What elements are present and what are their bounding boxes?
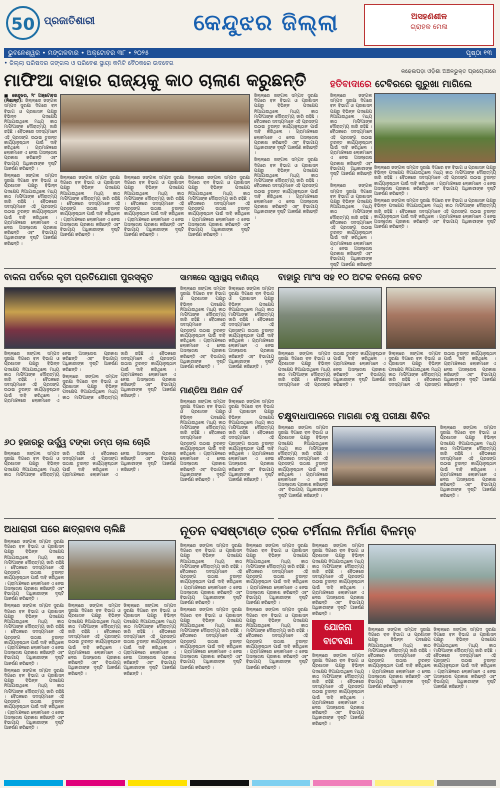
eye-col-2	[440, 426, 496, 499]
print-registration-marks	[4, 780, 496, 786]
right-col-1	[330, 94, 372, 273]
hostel-body-1c: ଜିଲ୍ଲାରେ ଜଙ୍ଗଲ ସମ୍ପଦ ସୁରକ୍ଷା ଦିଗରେ ବନ ବିଭାଗ ଓ ପ୍ରଶାସନ ପକ୍ଷରୁ ବିଭିନ୍ନ ପଦକ୍ଷେପ ନିଆଯାଉଥିଲେ ମଧ୍ୟ କାଠ ମାଫିଆଙ୍କ ଦୌରାତ୍ମ୍ୟ ଜାରି ରହିଛି । ବୈଠକରେ ସଦସ୍ୟମାନେ ଏହି ପ୍ରସଙ୍ଗ ଉଠାଇ ତୁରନ୍ତ କାର୍ଯ୍ୟାନୁଷ୍ଠାନ ପାଇଁ ଦାବି କରିଥିଲେ । ଗ୍ରାମାଞ୍ଚଳରେ ଲୋକମାନେ ଏ ନେଇ ଅସନ୍ତୋଷ ପ୍ରକାଶ କରିଛନ୍ତି ଏବଂ ବିଭାଗୀୟ ଅଧିକାରୀଙ୍କ ଦୃଷ୍ଟି ଆକର୍ଷଣ କରିଛନ୍ତି ।	[4, 668, 64, 732]
meat-col	[278, 352, 496, 408]
hostel-body-1: ଜିଲ୍ଲାରେ ଜଙ୍ଗଲ ସମ୍ପଦ ସୁରକ୍ଷା ଦିଗରେ ବନ ବିଭାଗ ଓ ପ୍ରଶାସନ ପକ୍ଷରୁ ବିଭିନ୍ନ ପଦକ୍ଷେପ ନିଆଯାଉଥିଲେ ମଧ୍ୟ କାଠ ମାଫିଆଙ୍କ ଦୌରାତ୍ମ୍ୟ ଜାରି ରହିଛି । ବୈଠକରେ ସଦସ୍ୟମାନେ ଏହି ପ୍ରସଙ୍ଗ ଉଠାଇ ତୁରନ୍ତ କାର୍ଯ୍ୟାନୁଷ୍ଠାନ ପାଇଁ ଦାବି କରିଥିଲେ । ଗ୍ରାମାଞ୍ଚଳରେ ଲୋକମାନେ ଏ ନେଇ ଅସନ୍ତୋଷ ପ୍ରକାଶ କରିଛନ୍ତି ଏବଂ ବିଭାଗୀୟ ଅଧିକାରୀଙ୍କ ଦୃଷ୍ଟି ଆକର୍ଷଣ କରିଛନ୍ତି ।	[4, 540, 64, 603]
bus-body-1: ଜିଲ୍ଲାରେ ଜଙ୍ଗଲ ସମ୍ପଦ ସୁରକ୍ଷା ଦିଗରେ ବନ ବିଭାଗ ଓ ପ୍ରଶାସନ ପକ୍ଷରୁ ବିଭିନ୍ନ ପଦକ୍ଷେପ ନିଆଯାଉଥିଲେ ମଧ୍ୟ କାଠ ମାଫିଆଙ୍କ ଦୌରାତ୍ମ୍ୟ ଜାରି ରହିଛି । ବୈଠକରେ ସଦସ୍ୟମାନେ ଏହି ପ୍ରସଙ୍ଗ ଉଠାଇ ତୁରନ୍ତ କାର୍ଯ୍ୟାନୁଷ୍ଠାନ ପାଇଁ ଦାବି କରିଥିଲେ । ଗ୍ରାମାଞ୍ଚଳରେ ଲୋକମାନେ ଏ ନେଇ ଅସନ୍ତୋଷ ପ୍ରକାଶ କରିଛନ୍ତି ଏବଂ ବିଭାଗୀୟ ଅଧିକାରୀଙ୍କ ଦୃଷ୍ଟି ଆକର୍ଷଣ କରିଛନ୍ତି ।	[180, 544, 242, 607]
right-body-1b: ଜିଲ୍ଲାରେ ଜଙ୍ଗଲ ସମ୍ପଦ ସୁରକ୍ଷା ଦିଗରେ ବନ ବିଭାଗ ଓ ପ୍ରଶାସନ ପକ୍ଷରୁ ବିଭିନ୍ନ ପଦକ୍ଷେପ ନିଆଯାଉଥିଲେ ମଧ୍ୟ କାଠ ମାଫିଆଙ୍କ ଦୌରାତ୍ମ୍ୟ ଜାରି ରହିଛି । ବୈଠକରେ ସଦସ୍ୟମାନେ ଏହି ପ୍ରସଙ୍ଗ ଉଠାଇ ତୁରନ୍ତ କାର୍ଯ୍ୟାନୁଷ୍ଠାନ ପାଇଁ ଦାବି କରିଥିଲେ । ଗ୍ରାମାଞ୍ଚଳରେ ଲୋକମାନେ ଏ ନେଇ ଅସନ୍ତୋଷ ପ୍ରକାଶ କରିଛନ୍ତି ଏବଂ ବିଭାଗୀୟ ଅଧିକାରୀଙ୍କ ଦୃଷ୍ଟି ଆକର୍ଷଣ କରିଛନ୍ତି ।	[330, 184, 372, 273]
bus-body-4: ଜିଲ୍ଲାରେ ଜଙ୍ଗଲ ସମ୍ପଦ ସୁରକ୍ଷା ଦିଗରେ ବନ ବିଭାଗ ଓ ପ୍ରଶାସନ ପକ୍ଷରୁ ବିଭିନ୍ନ ପଦକ୍ଷେପ ନିଆଯାଉଥିଲେ ମଧ୍ୟ କାଠ ମାଫିଆଙ୍କ ଦୌରାତ୍ମ୍ୟ ଜାରି ରହିଛି । ବୈଠକରେ ସଦସ୍ୟମାନେ ଏହି ପ୍ରସଙ୍ଗ ଉଠାଇ ତୁରନ୍ତ କାର୍ଯ୍ୟାନୁଷ୍ଠାନ ପାଇଁ ଦାବି କରିଥିଲେ । ଗ୍ରାମାଞ୍ଚଳରେ ଲୋକମାନେ ଏ ନେଇ ଅସନ୍ତୋଷ ପ୍ରକାଶ କରିଛନ୍ତି ଏବଂ ବିଭାଗୀୟ ଅଧିକାରୀଙ୍କ ଦୃଷ୍ଟି ଆକର୍ଷଣ କରିଛନ୍ତି ।	[368, 628, 431, 691]
ad-line-2: ଗ୍ରାହକ ମେଳା	[410, 23, 448, 31]
bus-col-2	[246, 544, 308, 780]
right-top-headline-main: ଟେବିରରେ ଗୁରୁଖା ମାଗିଲେ	[374, 79, 472, 90]
banana-body-b: ଜିଲ୍ଲାରେ ଜଙ୍ଗଲ ସମ୍ପଦ ସୁରକ୍ଷା ଦିଗରେ ବନ ବିଭାଗ ଓ ପ୍ରଶାସନ ପକ୍ଷରୁ ବିଭିନ୍ନ ପଦକ୍ଷେପ ନିଆଯାଉଥିଲେ ମଧ୍ୟ କାଠ ମାଫିଆଙ୍କ ଦୌରାତ୍ମ୍ୟ ଜାରି ରହିଛି । ବୈଠକରେ ସଦସ୍ୟମାନେ ଏହି ପ୍ରସଙ୍ଗ ଉଠାଇ ତୁରନ୍ତ କାର୍ଯ୍ୟାନୁଷ୍ଠାନ ପାଇଁ ଦାବି କରିଥିଲେ । ଗ୍ରାମାଞ୍ଚଳରେ ଲୋକମାନେ ଏ ନେଇ ଅସନ୍ତୋଷ ପ୍ରକାଶ କରିଛନ୍ତି ଏବଂ ବିଭାଗୀୟ ଅଧିକାରୀଙ୍କ ଦୃଷ୍ଟି ଆକର୍ଷଣ କରିଛନ୍ତି ।	[62, 352, 176, 401]
right-top-headline-red: ହତିବାଦାରେ	[330, 79, 372, 90]
eye-body-1: ଜିଲ୍ଲାରେ ଜଙ୍ଗଲ ସମ୍ପଦ ସୁରକ୍ଷା ଦିଗରେ ବନ ବିଭାଗ ଓ ପ୍ରଶାସନ ପକ୍ଷରୁ ବିଭିନ୍ନ ପଦକ୍ଷେପ ନିଆଯାଉଥିଲେ ମଧ୍ୟ କାଠ ମାଫିଆଙ୍କ ଦୌରାତ୍ମ୍ୟ ଜାରି ରହିଛି । ବୈଠକରେ ସଦସ୍ୟମାନେ ଏହି ପ୍ରସଙ୍ଗ ଉଠାଇ ତୁରନ୍ତ କାର୍ଯ୍ୟାନୁଷ୍ଠାନ ପାଇଁ ଦାବି କରିଥିଲେ । ଗ୍ରାମାଞ୍ଚଳରେ ଲୋକମାନେ ଏ ନେଇ ଅସନ୍ତୋଷ ପ୍ରକାଶ କରିଛନ୍ତି ଏବଂ ବିଭାଗୀୟ ଅଧିକାରୀଙ୍କ ଦୃଷ୍ଟି ଆକର୍ଷଣ କରିଛନ୍ତି ।	[278, 426, 328, 499]
anniversary-logo: 50	[6, 6, 40, 40]
divider	[4, 268, 496, 269]
meat-body: ଜିଲ୍ଲାରେ ଜଙ୍ଗଲ ସମ୍ପଦ ସୁରକ୍ଷା ଦିଗରେ ବନ ବିଭାଗ ଓ ପ୍ରଶାସନ ପକ୍ଷରୁ ବିଭିନ୍ନ ପଦକ୍ଷେପ ନିଆଯାଉଥିଲେ ମଧ୍ୟ କାଠ ମାଫିଆଙ୍କ ଦୌରାତ୍ମ୍ୟ ଜାରି ରହିଛି । ବୈଠକରେ ସଦସ୍ୟମାନେ ଏହି ପ୍ରସଙ୍ଗ ଉଠାଇ ତୁରନ୍ତ କାର୍ଯ୍ୟାନୁଷ୍ଠାନ ପାଇଁ ଦାବି କରିଥିଲେ । ଗ୍ରାମାଞ୍ଚଳରେ ଲୋକମାନେ ଏ ନେଇ ଅସନ୍ତୋଷ ପ୍ରକାଶ କରିଛନ୍ତି ଏବଂ ବିଭାଗୀୟ ଅଧିକାରୀଙ୍କ ଦୃଷ୍ଟି ଆକର୍ଷଣ କରିଛନ୍ତି ।	[278, 352, 386, 389]
bus-body-2: ଜିଲ୍ଲାରେ ଜଙ୍ଗଲ ସମ୍ପଦ ସୁରକ୍ଷା ଦିଗରେ ବନ ବିଭାଗ ଓ ପ୍ରଶାସନ ପକ୍ଷରୁ ବିଭିନ୍ନ ପଦକ୍ଷେପ ନିଆଯାଉଥିଲେ ମଧ୍ୟ କାଠ ମାଫିଆଙ୍କ ଦୌରାତ୍ମ୍ୟ ଜାରି ରହିଛି । ବୈଠକରେ ସଦସ୍ୟମାନେ ଏହି ପ୍ରସଙ୍ଗ ଉଠାଇ ତୁରନ୍ତ କାର୍ଯ୍ୟାନୁଷ୍ଠାନ ପାଇଁ ଦାବି କରିଥିଲେ । ଗ୍ରାମାଞ୍ଚଳରେ ଲୋକମାନେ ଏ ନେଇ ଅସନ୍ତୋଷ ପ୍ରକାଶ କରିଛନ୍ତି ଏବଂ ବିଭାଗୀୟ ଅଧିକାରୀଙ୍କ ଦୃଷ୍ଟି ଆକର୍ଷଣ କରିଛନ୍ତି ।	[246, 544, 308, 607]
theft-body: ଜିଲ୍ଲାରେ ଜଙ୍ଗଲ ସମ୍ପଦ ସୁରକ୍ଷା ଦିଗରେ ବନ ବିଭାଗ ଓ ପ୍ରଶାସନ ପକ୍ଷରୁ ବିଭିନ୍ନ ପଦକ୍ଷେପ ନିଆଯାଉଥିଲେ ମଧ୍ୟ କାଠ ମାଫିଆଙ୍କ ଦୌରାତ୍ମ୍ୟ ଜାରି ରହିଛି । ବୈଠକରେ ସଦସ୍ୟମାନେ ଏହି ପ୍ରସଙ୍ଗ ଉଠାଇ ତୁରନ୍ତ କାର୍ଯ୍ୟାନୁଷ୍ଠାନ ପାଇଁ ଦାବି କରିଥିଲେ । ଗ୍ରାମାଞ୍ଚଳରେ ଲୋକମାନେ ଏ ନେଇ ଅସନ୍ତୋଷ ପ୍ରକାଶ କରିଛନ୍ତି ଏବଂ ବିଭାଗୀୟ ଅଧିକାରୀଙ୍କ ଦୃଷ୍ଟି ଆକର୍ଷଣ କରିଛନ୍ତି ।	[4, 452, 176, 478]
bus-col-3	[312, 544, 364, 618]
lead-body-1: ଜିଲ୍ଲାରେ ଜଙ୍ଗଲ ସମ୍ପଦ ସୁରକ୍ଷା ଦିଗରେ ବନ ବିଭାଗ ଓ ପ୍ରଶାସନ ପକ୍ଷରୁ ବିଭିନ୍ନ ପଦକ୍ଷେପ ନିଆଯାଉଥିଲେ ମଧ୍ୟ କାଠ ମାଫିଆଙ୍କ ଦୌରାତ୍ମ୍ୟ ଜାରି ରହିଛି । ବୈଠକରେ ସଦସ୍ୟମାନେ ଏହି ପ୍ରସଙ୍ଗ ଉଠାଇ ତୁରନ୍ତ କାର୍ଯ୍ୟାନୁଷ୍ଠାନ ପାଇଁ ଦାବି କରିଥିଲେ । ଗ୍ରାମାଞ୍ଚଳରେ ଲୋକମାନେ ଏ ନେଇ ଅସନ୍ତୋଷ ପ୍ରକାଶ କରିଛନ୍ତି ଏବଂ ବିଭାଗୀୟ ଅଧିକାରୀଙ୍କ ଦୃଷ୍ଟି ଆକର୍ଷଣ କରିଛନ୍ତି ।	[4, 99, 57, 172]
ad-line-1: ଅସହଣଶୀଳ	[411, 12, 447, 21]
photo-arrested-group	[386, 287, 496, 349]
bus-col-1	[180, 544, 242, 780]
eye-col-1	[278, 426, 328, 499]
dateline	[4, 48, 496, 58]
mandi-headline: ମାଣ୍ଡିଆ ଅଣନ ପର୍ବ	[180, 386, 243, 395]
sabhapati-body: ଜିଲ୍ଲାରେ ଜଙ୍ଗଲ ସମ୍ପଦ ସୁରକ୍ଷା ଦିଗରେ ବନ ବିଭାଗ ଓ ପ୍ରଶାସନ ପକ୍ଷରୁ ବିଭିନ୍ନ ପଦକ୍ଷେପ ନିଆଯାଉଥିଲେ ମଧ୍ୟ କାଠ ମାଫିଆଙ୍କ ଦୌରାତ୍ମ୍ୟ ଜାରି ରହିଛି । ବୈଠକରେ ସଦସ୍ୟମାନେ ଏହି ପ୍ରସଙ୍ଗ ଉଠାଇ ତୁରନ୍ତ କାର୍ଯ୍ୟାନୁଷ୍ଠାନ ପାଇଁ ଦାବି କରିଥିଲେ । ଗ୍ରାମାଞ୍ଚଳରେ ଲୋକମାନେ ଏ ନେଇ ଅସନ୍ତୋଷ ପ୍ରକାଶ କରିଛନ୍ତି ଏବଂ ବିଭାଗୀୟ ଅଧିକାରୀଙ୍କ ଦୃଷ୍ଟି ଆକର୍ଷଣ କରିଛନ୍ତି ।	[180, 287, 226, 371]
lead-body-3: ଜିଲ୍ଲାରେ ଜଙ୍ଗଲ ସମ୍ପଦ ସୁରକ୍ଷା ଦିଗରେ ବନ ବିଭାଗ ଓ ପ୍ରଶାସନ ପକ୍ଷରୁ ବିଭିନ୍ନ ପଦକ୍ଷେପ ନିଆଯାଉଥିଲେ ମଧ୍ୟ କାଠ ମାଫିଆଙ୍କ ଦୌରାତ୍ମ୍ୟ ଜାରି ରହିଛି । ବୈଠକରେ ସଦସ୍ୟମାନେ ଏହି ପ୍ରସଙ୍ଗ ଉଠାଇ ତୁରନ୍ତ କାର୍ଯ୍ୟାନୁଷ୍ଠାନ ପାଇଁ ଦାବି କରିଥିଲେ । ଗ୍ରାମାଞ୍ଚଳରେ ଲୋକମାନେ ଏ ନେଇ ଅସନ୍ତୋଷ ପ୍ରକାଶ କରିଛନ୍ତି ଏବଂ ବିଭାଗୀୟ ଅଧିକାରୀଙ୍କ ଦୃଷ୍ଟି ଆକର୍ଷଣ କରିଛନ୍ତି ।	[124, 176, 184, 239]
bus-headline: ନୂତନ ବସଷ୍ଟାଣ୍ଡ ଟ୍ରକ ଟର୍ମିନାଲ ନିର୍ମାଣ ବିଳମ୍ବ	[180, 523, 417, 538]
lead-byline: ■ କେନ୍ଦୁଝର, ୨୮ ଅକ୍ଟୋବର (ନିଶାନ୍ତ):	[4, 94, 57, 105]
lead-body-4: ଜିଲ୍ଲାରେ ଜଙ୍ଗଲ ସମ୍ପଦ ସୁରକ୍ଷା ଦିଗରେ ବନ ବିଭାଗ ଓ ପ୍ରଶାସନ ପକ୍ଷରୁ ବିଭିନ୍ନ ପଦକ୍ଷେପ ନିଆଯାଉଥିଲେ ମଧ୍ୟ କାଠ ମାଫିଆଙ୍କ ଦୌରାତ୍ମ୍ୟ ଜାରି ରହିଛି । ବୈଠକରେ ସଦସ୍ୟମାନେ ଏହି ପ୍ରସଙ୍ଗ ଉଠାଇ ତୁରନ୍ତ କାର୍ଯ୍ୟାନୁଷ୍ଠାନ ପାଇଁ ଦାବି କରିଥିଲେ । ଗ୍ରାମାଞ୍ଚଳରେ ଲୋକମାନେ ଏ ନେଇ ଅସନ୍ତୋଷ ପ୍ରକାଶ କରିଛନ୍ତି ଏବଂ ବିଭାଗୀୟ ଅଧିକାରୀଙ୍କ ଦୃଷ୍ଟି ଆକର୍ଷଣ କରିଛନ୍ତି ।	[188, 176, 250, 239]
right-body-2: ଜିଲ୍ଲାରେ ଜଙ୍ଗଲ ସମ୍ପଦ ସୁରକ୍ଷା ଦିଗରେ ବନ ବିଭାଗ ଓ ପ୍ରଶାସନ ପକ୍ଷରୁ ବିଭିନ୍ନ ପଦକ୍ଷେପ ନିଆଯାଉଥିଲେ ମଧ୍ୟ କାଠ ମାଫିଆଙ୍କ ଦୌରାତ୍ମ୍ୟ ଜାରି ରହିଛି । ବୈଠକରେ ସଦସ୍ୟମାନେ ଏହି ପ୍ରସଙ୍ଗ ଉଠାଇ ତୁରନ୍ତ କାର୍ଯ୍ୟାନୁଷ୍ଠାନ ପାଇଁ ଦାବି କରିଥିଲେ । ଗ୍ରାମାଞ୍ଚଳରେ ଲୋକମାନେ ଏ ନେଇ ଅସନ୍ତୋଷ ପ୍ରକାଶ କରିଛନ୍ତି ଏବଂ ବିଭାଗୀୟ ଅଧିକାରୀଙ୍କ ଦୃଷ୍ଟି ଆକର୍ଷଣ କରିଛନ୍ତି ।	[374, 166, 496, 198]
divider-2	[4, 518, 274, 519]
lead-body-5b: ଜିଲ୍ଲାରେ ଜଙ୍ଗଲ ସମ୍ପଦ ସୁରକ୍ଷା ଦିଗରେ ବନ ବିଭାଗ ଓ ପ୍ରଶାସନ ପକ୍ଷରୁ ବିଭିନ୍ନ ପଦକ୍ଷେପ ନିଆଯାଉଥିଲେ ମଧ୍ୟ କାଠ ମାଫିଆଙ୍କ ଦୌରାତ୍ମ୍ୟ ଜାରି ରହିଛି । ବୈଠକରେ ସଦସ୍ୟମାନେ ଏହି ପ୍ରସଙ୍ଗ ଉଠାଇ ତୁରନ୍ତ କାର୍ଯ୍ୟାନୁଷ୍ଠାନ ପାଇଁ ଦାବି କରିଥିଲେ । ଗ୍ରାମାଞ୍ଚଳରେ ଲୋକମାନେ ଏ ନେଇ ଅସନ୍ତୋଷ ପ୍ରକାଶ କରିଛନ୍ତି ଏବଂ ବିଭାଗୀୟ ଅଧିକାରୀଙ୍କ ଦୃଷ୍ଟି ଆକର୍ଷଣ କରିଛନ୍ତି ।	[254, 158, 318, 221]
sabhapati-col	[180, 287, 274, 382]
mandi-col	[180, 400, 274, 500]
right-top-kicker: କଢେଇପଡ଼ା ଓଡ଼ିଶା ଅଞ୍ଚଳଭୁକ୍ତ ପ୍ରୟୋଗରେ	[400, 69, 496, 75]
photo-banana-prize	[4, 287, 176, 349]
bus-col-4	[368, 628, 496, 780]
hostel-headline: ଅଧାରାରୀ ଘରେ ଛାତ୍ରାବାସ ଚାଲିଛି	[4, 524, 126, 535]
hostel-body-2: ଜିଲ୍ଲାରେ ଜଙ୍ଗଲ ସମ୍ପଦ ସୁରକ୍ଷା ଦିଗରେ ବନ ବିଭାଗ ଓ ପ୍ରଶାସନ ପକ୍ଷରୁ ବିଭିନ୍ନ ପଦକ୍ଷେପ ନିଆଯାଉଥିଲେ ମଧ୍ୟ କାଠ ମାଫିଆଙ୍କ ଦୌରାତ୍ମ୍ୟ ଜାରି ରହିଛି । ବୈଠକରେ ସଦସ୍ୟମାନେ ଏହି ପ୍ରସଙ୍ଗ ଉଠାଇ ତୁରନ୍ତ କାର୍ଯ୍ୟାନୁଷ୍ଠାନ ପାଇଁ ଦାବି କରିଥିଲେ । ଗ୍ରାମାଞ୍ଚଳରେ ଲୋକମାନେ ଏ ନେଇ ଅସନ୍ତୋଷ ପ୍ରକାଶ କରିଛନ୍ତି ଏବଂ ବିଭାଗୀୟ ଅଧିକାରୀଙ୍କ ଦୃଷ୍ଟି ଆକର୍ଷଣ କରିଛନ୍ତି ।	[68, 604, 121, 677]
eye-headline: ଚକ୍ଷୁବାଧାପାଳରେ ମାଗଣା ଚକ୍ଷୁ ପରୀକ୍ଷା ଶିବିର	[278, 412, 430, 422]
banana-col	[4, 352, 176, 432]
hostel-body-2b: ଜିଲ୍ଲାରେ ଜଙ୍ଗଲ ସମ୍ପଦ ସୁରକ୍ଷା ଦିଗରେ ବନ ବିଭାଗ ଓ ପ୍ରଶାସନ ପକ୍ଷରୁ ବିଭିନ୍ନ ପଦକ୍ଷେପ ନିଆଯାଉଥିଲେ ମଧ୍ୟ କାଠ ମାଫିଆଙ୍କ ଦୌରାତ୍ମ୍ୟ ଜାରି ରହିଛି । ବୈଠକରେ ସଦସ୍ୟମାନେ ଏହି ପ୍ରସଙ୍ଗ ଉଠାଇ ତୁରନ୍ତ କାର୍ଯ୍ୟାନୁଷ୍ଠାନ ପାଇଁ ଦାବି କରିଥିଲେ । ଗ୍ରାମାଞ୍ଚଳରେ ଲୋକମାନେ ଏ ନେଇ ଅସନ୍ତୋଷ ପ୍ରକାଶ କରିଛନ୍ତି ଏବଂ ବିଭାଗୀୟ ଅଧିକାରୀଙ୍କ ଦୃଷ୍ଟି ଆକର୍ଷଣ କରିଛନ୍ତି ।	[123, 604, 176, 677]
lead-col-3	[124, 176, 184, 266]
masthead	[4, 4, 496, 48]
ad-box	[364, 4, 494, 46]
lead-col-4	[188, 176, 250, 266]
divider-3	[278, 518, 496, 519]
theft-col	[4, 452, 176, 514]
lead-body-5: ଜିଲ୍ଲାରେ ଜଙ୍ଗଲ ସମ୍ପଦ ସୁରକ୍ଷା ଦିଗରେ ବନ ବିଭାଗ ଓ ପ୍ରଶାସନ ପକ୍ଷରୁ ବିଭିନ୍ନ ପଦକ୍ଷେପ ନିଆଯାଉଥିଲେ ମଧ୍ୟ କାଠ ମାଫିଆଙ୍କ ଦୌରାତ୍ମ୍ୟ ଜାରି ରହିଛି । ବୈଠକରେ ସଦସ୍ୟମାନେ ଏହି ପ୍ରସଙ୍ଗ ଉଠାଇ ତୁରନ୍ତ କାର୍ଯ୍ୟାନୁଷ୍ଠାନ ପାଇଁ ଦାବି କରିଥିଲେ । ଗ୍ରାମାଞ୍ଚଳରେ ଲୋକମାନେ ଏ ନେଇ ଅସନ୍ତୋଷ ପ୍ରକାଶ କରିଛନ୍ତି ଏବଂ ବିଭାଗୀୟ ଅଧିକାରୀଙ୍କ ଦୃଷ୍ଟି ଆକର୍ଷଣ କରିଛନ୍ତି ।	[254, 94, 318, 157]
mandi-body: ଜିଲ୍ଲାରେ ଜଙ୍ଗଲ ସମ୍ପଦ ସୁରକ୍ଷା ଦିଗରେ ବନ ବିଭାଗ ଓ ପ୍ରଶାସନ ପକ୍ଷରୁ ବିଭିନ୍ନ ପଦକ୍ଷେପ ନିଆଯାଉଥିଲେ ମଧ୍ୟ କାଠ ମାଫିଆଙ୍କ ଦୌରାତ୍ମ୍ୟ ଜାରି ରହିଛି । ବୈଠକରେ ସଦସ୍ୟମାନେ ଏହି ପ୍ରସଙ୍ଗ ଉଠାଇ ତୁରନ୍ତ କାର୍ଯ୍ୟାନୁଷ୍ଠାନ ପାଇଁ ଦାବି କରିଥିଲେ । ଗ୍ରାମାଞ୍ଚଳରେ ଲୋକମାନେ ଏ ନେଇ ଅସନ୍ତୋଷ ପ୍ରକାଶ କରିଛନ୍ତି ଏବଂ ବିଭାଗୀୟ ଅଧିକାରୀଙ୍କ ଦୃଷ୍ଟି ଆକର୍ଷଣ କରିଛନ୍ତି ।	[180, 400, 226, 484]
brand-name: ପ୍ରଜାତିଶାରୀ	[44, 16, 95, 27]
lead-col-5	[254, 94, 318, 266]
lead-col-1	[4, 94, 57, 266]
right-top-headline	[330, 78, 496, 92]
photo-hostel-building	[68, 540, 176, 600]
lead-headline: ମାଫିଆ ବାହାର ରାଜ୍ୟକୁ କାଠ ଚାଲାଣ କରୁଛନ୍ତି	[4, 71, 307, 91]
photo-eye-camp	[332, 426, 436, 486]
hostel-col-1	[4, 540, 64, 780]
yojana-label	[312, 620, 364, 650]
sabhapati-headline: ସାମଜ୍ଞରେ ସ୍ୱାସ୍ଥ୍ୟ ବାଣିଜ୍ୟ	[180, 273, 259, 282]
meat-headline: ବାହାରୁ ମାଂସ ସହ ୧୦ ଅଟକ ବନଲୋ ଜବତ	[278, 273, 422, 283]
bus-body-1b: ଜିଲ୍ଲାରେ ଜଙ୍ଗଲ ସମ୍ପଦ ସୁରକ୍ଷା ଦିଗରେ ବନ ବିଭାଗ ଓ ପ୍ରଶାସନ ପକ୍ଷରୁ ବିଭିନ୍ନ ପଦକ୍ଷେପ ନିଆଯାଉଥିଲେ ମଧ୍ୟ କାଠ ମାଫିଆଙ୍କ ଦୌରାତ୍ମ୍ୟ ଜାରି ରହିଛି । ବୈଠକରେ ସଦସ୍ୟମାନେ ଏହି ପ୍ରସଙ୍ଗ ଉଠାଇ ତୁରନ୍ତ କାର୍ଯ୍ୟାନୁଷ୍ଠାନ ପାଇଁ ଦାବି କରିଥିଲେ । ଗ୍ରାମାଞ୍ଚଳରେ ଲୋକମାନେ ଏ ନେଇ ଅସନ୍ତୋଷ ପ୍ରକାଶ କରିଛନ୍ତି ଏବଂ ବିଭାଗୀୟ ଅଧିକାରୀଙ୍କ ଦୃଷ୍ଟି ଆକର୍ଷଣ କରିଛନ୍ତି ।	[180, 608, 242, 671]
lead-body-2: ଜିଲ୍ଲାରେ ଜଙ୍ଗଲ ସମ୍ପଦ ସୁରକ୍ଷା ଦିଗରେ ବନ ବିଭାଗ ଓ ପ୍ରଶାସନ ପକ୍ଷରୁ ବିଭିନ୍ନ ପଦକ୍ଷେପ ନିଆଯାଉଥିଲେ ମଧ୍ୟ କାଠ ମାଫିଆଙ୍କ ଦୌରାତ୍ମ୍ୟ ଜାରି ରହିଛି । ବୈଠକରେ ସଦସ୍ୟମାନେ ଏହି ପ୍ରସଙ୍ଗ ଉଠାଇ ତୁରନ୍ତ କାର୍ଯ୍ୟାନୁଷ୍ଠାନ ପାଇଁ ଦାବି କରିଥିଲେ । ଗ୍ରାମାଞ୍ଚଳରେ ଲୋକମାନେ ଏ ନେଇ ଅସନ୍ତୋଷ ପ୍ରକାଶ କରିଛନ୍ତି ଏବଂ ବିଭାଗୀୟ ଅଧିକାରୀଙ୍କ ଦୃଷ୍ଟି ଆକର୍ଷଣ କରିଛନ୍ତି ।	[60, 176, 120, 239]
meat-body-b: ଜିଲ୍ଲାରେ ଜଙ୍ଗଲ ସମ୍ପଦ ସୁରକ୍ଷା ଦିଗରେ ବନ ବିଭାଗ ଓ ପ୍ରଶାସନ ପକ୍ଷରୁ ବିଭିନ୍ନ ପଦକ୍ଷେପ ନିଆଯାଉଥିଲେ ମଧ୍ୟ କାଠ ମାଫିଆଙ୍କ ଦୌରାତ୍ମ୍ୟ ଜାରି ରହିଛି । ବୈଠକରେ ସଦସ୍ୟମାନେ ଏହି ପ୍ରସଙ୍ଗ ଉଠାଇ ତୁରନ୍ତ କାର୍ଯ୍ୟାନୁଷ୍ଠାନ ପାଇଁ ଦାବି କରିଥିଲେ । ଗ୍ରାମାଞ୍ଚଳରେ ଲୋକମାନେ ଏ ନେଇ ଅସନ୍ତୋଷ ପ୍ରକାଶ କରିଛନ୍ତି ଏବଂ ବିଭାଗୀୟ ଅଧିକାରୀଙ୍କ ଦୃଷ୍ଟି ଆକର୍ଷଣ କରିଛନ୍ତି ।	[388, 352, 496, 389]
sabhapati-body-b: ଜିଲ୍ଲାରେ ଜଙ୍ଗଲ ସମ୍ପଦ ସୁରକ୍ଷା ଦିଗରେ ବନ ବିଭାଗ ଓ ପ୍ରଶାସନ ପକ୍ଷରୁ ବିଭିନ୍ନ ପଦକ୍ଷେପ ନିଆଯାଉଥିଲେ ମଧ୍ୟ କାଠ ମାଫିଆଙ୍କ ଦୌରାତ୍ମ୍ୟ ଜାରି ରହିଛି । ବୈଠକରେ ସଦସ୍ୟମାନେ ଏହି ପ୍ରସଙ୍ଗ ଉଠାଇ ତୁରନ୍ତ କାର୍ଯ୍ୟାନୁଷ୍ଠାନ ପାଇଁ ଦାବି କରିଥିଲେ । ଗ୍ରାମାଞ୍ଚଳରେ ଲୋକମାନେ ଏ ନେଇ ଅସନ୍ତୋଷ ପ୍ରକାଶ କରିଛନ୍ତି ଏବଂ ବିଭାଗୀୟ ଅଧିକାରୀଙ୍କ ଦୃଷ୍ଟି ଆକର୍ଷଣ କରିଛନ୍ତି ।	[228, 287, 274, 371]
lead-body-1b: ଜିଲ୍ଲାରେ ଜଙ୍ଗଲ ସମ୍ପଦ ସୁରକ୍ଷା ଦିଗରେ ବନ ବିଭାଗ ଓ ପ୍ରଶାସନ ପକ୍ଷରୁ ବିଭିନ୍ନ ପଦକ୍ଷେପ ନିଆଯାଉଥିଲେ ମଧ୍ୟ କାଠ ମାଫିଆଙ୍କ ଦୌରାତ୍ମ୍ୟ ଜାରି ରହିଛି । ବୈଠକରେ ସଦସ୍ୟମାନେ ଏହି ପ୍ରସଙ୍ଗ ଉଠାଇ ତୁରନ୍ତ କାର୍ଯ୍ୟାନୁଷ୍ଠାନ ପାଇଁ ଦାବି କରିଥିଲେ । ଗ୍ରାମାଞ୍ଚଳରେ ଲୋକମାନେ ଏ ନେଇ ଅସନ୍ତୋଷ ପ୍ରକାଶ କରିଛନ୍ତି ଏବଂ ବିଭାଗୀୟ ଅଧିକାରୀଙ୍କ ଦୃଷ୍ଟି ଆକର୍ଷଣ କରିଛନ୍ତି ।	[4, 174, 57, 247]
yojana-label-1: ଯୋଜନା	[324, 623, 352, 633]
photo-seized-goods	[278, 287, 382, 349]
banana-headline: ବାକନା ପର୍ବରେ କୃତୀ ପ୍ରତିଯୋଗୀ ପୁରସ୍କୃତ	[4, 273, 154, 283]
bus-body-2b: ଜିଲ୍ଲାରେ ଜଙ୍ଗଲ ସମ୍ପଦ ସୁରକ୍ଷା ଦିଗରେ ବନ ବିଭାଗ ଓ ପ୍ରଶାସନ ପକ୍ଷରୁ ବିଭିନ୍ନ ପଦକ୍ଷେପ ନିଆଯାଉଥିଲେ ମଧ୍ୟ କାଠ ମାଫିଆଙ୍କ ଦୌରାତ୍ମ୍ୟ ଜାରି ରହିଛି । ବୈଠକରେ ସଦସ୍ୟମାନେ ଏହି ପ୍ରସଙ୍ଗ ଉଠାଇ ତୁରନ୍ତ କାର୍ଯ୍ୟାନୁଷ୍ଠାନ ପାଇଁ ଦାବି କରିଥିଲେ । ଗ୍ରାମାଞ୍ଚଳରେ ଲୋକମାନେ ଏ ନେଇ ଅସନ୍ତୋଷ ପ୍ରକାଶ କରିଛନ୍ତି ଏବଂ ବିଭାଗୀୟ ଅଧିକାରୀଙ୍କ ଦୃଷ୍ଟି ଆକର୍ଷଣ କରିଛନ୍ତି ।	[246, 608, 308, 671]
hostel-col-2	[68, 604, 176, 780]
right-col-2	[374, 166, 496, 266]
edition-title: କେନ୍ଦୁଝର ଜିଲ୍ଲା	[193, 11, 339, 36]
dateline-text: ଭୁବନେଶ୍ୱର • ମଙ୍ଗଳବାର • ଅକ୍ଟୋବର ୩୮ • ୨୦୨୫	[8, 49, 149, 57]
photo-forest-group	[374, 93, 496, 163]
bus-body-3: ଜିଲ୍ଲାରେ ଜଙ୍ଗଲ ସମ୍ପଦ ସୁରକ୍ଷା ଦିଗରେ ବନ ବିଭାଗ ଓ ପ୍ରଶାସନ ପକ୍ଷରୁ ବିଭିନ୍ନ ପଦକ୍ଷେପ ନିଆଯାଉଥିଲେ ମଧ୍ୟ କାଠ ମାଫିଆଙ୍କ ଦୌରାତ୍ମ୍ୟ ଜାରି ରହିଛି । ବୈଠକରେ ସଦସ୍ୟମାନେ ଏହି ପ୍ରସଙ୍ଗ ଉଠାଇ ତୁରନ୍ତ କାର୍ଯ୍ୟାନୁଷ୍ଠାନ ପାଇଁ ଦାବି କରିଥିଲେ । ଗ୍ରାମାଞ୍ଚଳରେ ଲୋକମାନେ ଏ ନେଇ ଅସନ୍ତୋଷ ପ୍ରକାଶ କରିଛନ୍ତି ଏବଂ ବିଭାଗୀୟ ଅଧିକାରୀଙ୍କ ଦୃଷ୍ଟି ଆକର୍ଷଣ କରିଛନ୍ତି ।	[312, 544, 364, 617]
yojana-label-2: ବାଟବଣା	[323, 637, 353, 647]
hostel-body-1b: ଜିଲ୍ଲାରେ ଜଙ୍ଗଲ ସମ୍ପଦ ସୁରକ୍ଷା ଦିଗରେ ବନ ବିଭାଗ ଓ ପ୍ରଶାସନ ପକ୍ଷରୁ ବିଭିନ୍ନ ପଦକ୍ଷେପ ନିଆଯାଉଥିଲେ ମଧ୍ୟ କାଠ ମାଫିଆଙ୍କ ଦୌରାତ୍ମ୍ୟ ଜାରି ରହିଛି । ବୈଠକରେ ସଦସ୍ୟମାନେ ଏହି ପ୍ରସଙ୍ଗ ଉଠାଇ ତୁରନ୍ତ କାର୍ଯ୍ୟାନୁଷ୍ଠାନ ପାଇଁ ଦାବି କରିଥିଲେ । ଗ୍ରାମାଞ୍ଚଳରେ ଲୋକମାନେ ଏ ନେଇ ଅସନ୍ତୋଷ ପ୍ରକାଶ କରିଛନ୍ତି ଏବଂ ବିଭାଗୀୟ ଅଧିକାରୀଙ୍କ ଦୃଷ୍ଟି ଆକର୍ଷଣ କରିଛନ୍ତି ।	[4, 604, 64, 667]
lead-col-2	[60, 176, 120, 266]
theft-headline: ୬୦ ହଜାରରୁ ଉର୍ଦ୍ଧ୍ୱ ଟଙ୍କା ଡମ୍ପ ଚାଲ ଚୋରି	[4, 438, 151, 448]
bus-body-3b: ଜିଲ୍ଲାରେ ଜଙ୍ଗଲ ସମ୍ପଦ ସୁରକ୍ଷା ଦିଗରେ ବନ ବିଭାଗ ଓ ପ୍ରଶାସନ ପକ୍ଷରୁ ବିଭିନ୍ନ ପଦକ୍ଷେପ ନିଆଯାଉଥିଲେ ମଧ୍ୟ କାଠ ମାଫିଆଙ୍କ ଦୌରାତ୍ମ୍ୟ ଜାରି ରହିଛି । ବୈଠକରେ ସଦସ୍ୟମାନେ ଏହି ପ୍ରସଙ୍ଗ ଉଠାଇ ତୁରନ୍ତ କାର୍ଯ୍ୟାନୁଷ୍ଠାନ ପାଇଁ ଦାବି କରିଥିଲେ । ଗ୍ରାମାଞ୍ଚଳରେ ଲୋକମାନେ ଏ ନେଇ ଅସନ୍ତୋଷ ପ୍ରକାଶ କରିଛନ୍ତି ଏବଂ ବିଭାଗୀୟ ଅଧିକାରୀଙ୍କ ଦୃଷ୍ଟି ଆକର୍ଷଣ କରିଛନ୍ତି ।	[312, 654, 364, 727]
eye-body-2: ଜିଲ୍ଲାରେ ଜଙ୍ଗଲ ସମ୍ପଦ ସୁରକ୍ଷା ଦିଗରେ ବନ ବିଭାଗ ଓ ପ୍ରଶାସନ ପକ୍ଷରୁ ବିଭିନ୍ନ ପଦକ୍ଷେପ ନିଆଯାଉଥିଲେ ମଧ୍ୟ କାଠ ମାଫିଆଙ୍କ ଦୌରାତ୍ମ୍ୟ ଜାରି ରହିଛି । ବୈଠକରେ ସଦସ୍ୟମାନେ ଏହି ପ୍ରସଙ୍ଗ ଉଠାଇ ତୁରନ୍ତ କାର୍ଯ୍ୟାନୁଷ୍ଠାନ ପାଇଁ ଦାବି କରିଥିଲେ । ଗ୍ରାମାଞ୍ଚଳରେ ଲୋକମାନେ ଏ ନେଇ ଅସନ୍ତୋଷ ପ୍ରକାଶ କରିଛନ୍ତି ଏବଂ ବିଭାଗୀୟ ଅଧିକାରୀଙ୍କ ଦୃଷ୍ଟି ଆକର୍ଷଣ କରିଛନ୍ତି ।	[440, 426, 496, 499]
bus-body-4b: ଜିଲ୍ଲାରେ ଜଙ୍ଗଲ ସମ୍ପଦ ସୁରକ୍ଷା ଦିଗରେ ବନ ବିଭାଗ ଓ ପ୍ରଶାସନ ପକ୍ଷରୁ ବିଭିନ୍ନ ପଦକ୍ଷେପ ନିଆଯାଉଥିଲେ ମଧ୍ୟ କାଠ ମାଫିଆଙ୍କ ଦୌରାତ୍ମ୍ୟ ଜାରି ରହିଛି । ବୈଠକରେ ସଦସ୍ୟମାନେ ଏହି ପ୍ରସଙ୍ଗ ଉଠାଇ ତୁରନ୍ତ କାର୍ଯ୍ୟାନୁଷ୍ଠାନ ପାଇଁ ଦାବି କରିଥିଲେ । ଗ୍ରାମାଞ୍ଚଳରେ ଲୋକମାନେ ଏ ନେଇ ଅସନ୍ତୋଷ ପ୍ରକାଶ କରିଛନ୍ତି ଏବଂ ବିଭାଗୀୟ ଅଧିକାରୀଙ୍କ ଦୃଷ୍ଟି ଆକର୍ଷଣ କରିଛନ୍ତି ।	[433, 628, 496, 691]
bus-col-3b	[312, 654, 364, 780]
photo-bus-stand-site	[368, 544, 496, 624]
mandi-body-b: ଜିଲ୍ଲାରେ ଜଙ୍ଗଲ ସମ୍ପଦ ସୁରକ୍ଷା ଦିଗରେ ବନ ବିଭାଗ ଓ ପ୍ରଶାସନ ପକ୍ଷରୁ ବିଭିନ୍ନ ପଦକ୍ଷେପ ନିଆଯାଉଥିଲେ ମଧ୍ୟ କାଠ ମାଫିଆଙ୍କ ଦୌରାତ୍ମ୍ୟ ଜାରି ରହିଛି । ବୈଠକରେ ସଦସ୍ୟମାନେ ଏହି ପ୍ରସଙ୍ଗ ଉଠାଇ ତୁରନ୍ତ କାର୍ଯ୍ୟାନୁଷ୍ଠାନ ପାଇଁ ଦାବି କରିଥିଲେ । ଗ୍ରାମାଞ୍ଚଳରେ ଲୋକମାନେ ଏ ନେଇ ଅସନ୍ତୋଷ ପ୍ରକାଶ କରିଛନ୍ତି ଏବଂ ବିଭାଗୀୟ ଅଧିକାରୀଙ୍କ ଦୃଷ୍ଟି ଆକର୍ଷଣ କରିଛନ୍ତି ।	[228, 400, 274, 484]
right-body-1: ଜିଲ୍ଲାରେ ଜଙ୍ଗଲ ସମ୍ପଦ ସୁରକ୍ଷା ଦିଗରେ ବନ ବିଭାଗ ଓ ପ୍ରଶାସନ ପକ୍ଷରୁ ବିଭିନ୍ନ ପଦକ୍ଷେପ ନିଆଯାଉଥିଲେ ମଧ୍ୟ କାଠ ମାଫିଆଙ୍କ ଦୌରାତ୍ମ୍ୟ ଜାରି ରହିଛି । ବୈଠକରେ ସଦସ୍ୟମାନେ ଏହି ପ୍ରସଙ୍ଗ ଉଠାଇ ତୁରନ୍ତ କାର୍ଯ୍ୟାନୁଷ୍ଠାନ ପାଇଁ ଦାବି କରିଥିଲେ । ଗ୍ରାମାଞ୍ଚଳରେ ଲୋକମାନେ ଏ ନେଇ ଅସନ୍ତୋଷ ପ୍ରକାଶ କରିଛନ୍ତି ଏବଂ ବିଭାଗୀୟ ଅଧିକାରୀଙ୍କ ଦୃଷ୍ଟି ଆକର୍ଷଣ କରିଛନ୍ତି ।	[330, 94, 372, 183]
photo-meeting	[60, 94, 250, 172]
page-number: ପୃଷ୍ଠା ୧୩	[465, 49, 492, 57]
subhead: • ଜିଲ୍ଲା ପରିଷଦର ଜଙ୍ଗଲ ଓ ପରିବେଶ ସ୍ଥାୟୀ କମିଟି ବୈଠକରେ ଉଦବେଗ	[4, 60, 174, 67]
right-body-2b: ଜିଲ୍ଲାରେ ଜଙ୍ଗଲ ସମ୍ପଦ ସୁରକ୍ଷା ଦିଗରେ ବନ ବିଭାଗ ଓ ପ୍ରଶାସନ ପକ୍ଷରୁ ବିଭିନ୍ନ ପଦକ୍ଷେପ ନିଆଯାଉଥିଲେ ମଧ୍ୟ କାଠ ମାଫିଆଙ୍କ ଦୌରାତ୍ମ୍ୟ ଜାରି ରହିଛି । ବୈଠକରେ ସଦସ୍ୟମାନେ ଏହି ପ୍ରସଙ୍ଗ ଉଠାଇ ତୁରନ୍ତ କାର୍ଯ୍ୟାନୁଷ୍ଠାନ ପାଇଁ ଦାବି କରିଥିଲେ । ଗ୍ରାମାଞ୍ଚଳରେ ଲୋକମାନେ ଏ ନେଇ ଅସନ୍ତୋଷ ପ୍ରକାଶ କରିଛନ୍ତି ଏବଂ ବିଭାଗୀୟ ଅଧିକାରୀଙ୍କ ଦୃଷ୍ଟି ଆକର୍ଷଣ କରିଛନ୍ତି ।	[374, 199, 496, 231]
banana-body: ଜିଲ୍ଲାରେ ଜଙ୍ଗଲ ସମ୍ପଦ ସୁରକ୍ଷା ଦିଗରେ ବନ ବିଭାଗ ଓ ପ୍ରଶାସନ ପକ୍ଷରୁ ବିଭିନ୍ନ ପଦକ୍ଷେପ ନିଆଯାଉଥିଲେ ମଧ୍ୟ କାଠ ମାଫିଆଙ୍କ ଦୌରାତ୍ମ୍ୟ ଜାରି ରହିଛି । ବୈଠକରେ ସଦସ୍ୟମାନେ ଏହି ପ୍ରସଙ୍ଗ ଉଠାଇ ତୁରନ୍ତ କାର୍ଯ୍ୟାନୁଷ୍ଠାନ ପାଇଁ ଦାବି କରିଥିଲେ । ଗ୍ରାମାଞ୍ଚଳରେ ଲୋକମାନେ ଏ ନେଇ ଅସନ୍ତୋଷ ପ୍ରକାଶ କରିଛନ୍ତି ଏବଂ ବିଭାଗୀୟ ଅଧିକାରୀଙ୍କ ଦୃଷ୍ଟି ଆକର୍ଷଣ କରିଛନ୍ତି ।	[4, 352, 118, 404]
